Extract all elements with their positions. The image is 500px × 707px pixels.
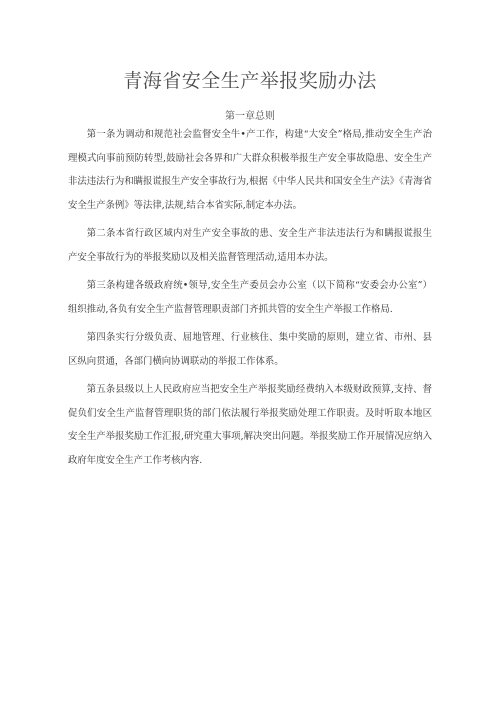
document-title: 青海省安全生产举报奖励办法 — [123, 70, 377, 92]
article-4-paragraph: 第四条实行分级负责、屈地管理、行业核住、集中奖励的原则，建立省、市州、县区纵向贯通，各部门横向协调联动的举报工作体系。 — [68, 332, 432, 367]
article-3-paragraph: 第三条构建各级政府统•领导,安全生产委员会办公室（以下简称“安委会办公室”）组织推动,各负有安全生产监督管理职责部门齐抓共管的安全生产举报工作格局. — [68, 280, 432, 315]
chapter-heading: 第一章总则 — [225, 111, 275, 122]
document-body — [68, 123, 432, 477]
article-2-paragraph: 第二条本省行政区域内对生产安全事故的患、安全生产非法违法行为和瞒报谎报生产安全事故行为的举报奖励以及相关监督管理活动,适用本办法。 — [68, 228, 432, 263]
article-5-paragraph: 第五条县级以上人民政府应当把安全生产举报奖励经费纳入本级财政预算,支持、督促负们安全生产监督管理职货的部门依法履行举报奖励处理工作职责。及时听取本地区安全生产举报奖励工作汇报,研究重大事项,解决突出问题。举报奖励工作开展情况应纳入政府年度安全生产工作考核内容. — [68, 384, 432, 466]
article-1-paragraph: 第一条为调动和规范社会监督安全牛•产工作，构建“大安全”格局,推动安全生产治理模式向事前预防转型,鼓励社会各界和广大群众积极举报生产安全事故隐患、安全生产非法违法行为和瞒报谎报生产安全事故行为,根据《中华人民共和国安全生产法》《青海省安全生产条例》等法律,法规,结合本省实际,制定本办法。 — [68, 129, 432, 211]
